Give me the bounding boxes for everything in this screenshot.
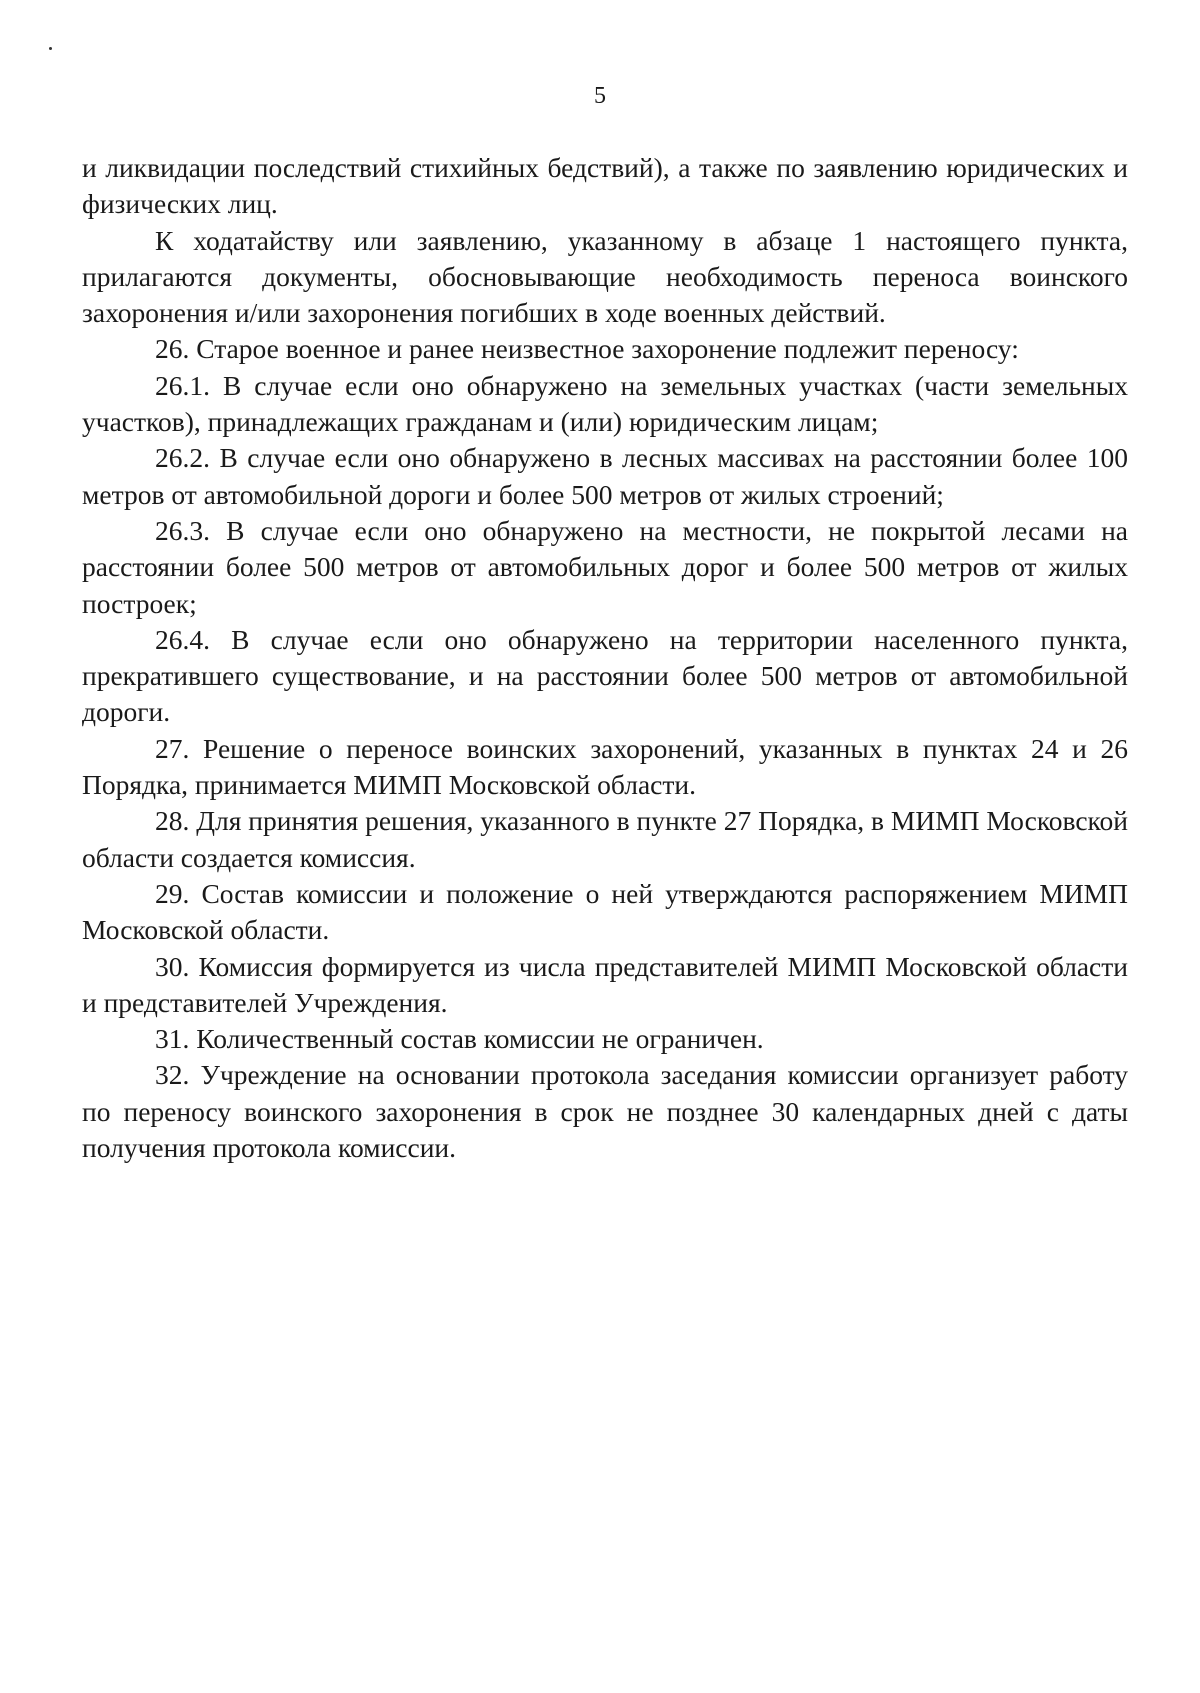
paragraph-continuation: и ликвидации последствий стихийных бедствий), а также по заявлению юридических и физических лиц.: [82, 152, 1128, 220]
paragraph-30: 30. Комиссия формируется из числа представителей МИМП Московской области и представителей Учреждения.: [82, 950, 1128, 1018]
paragraph-27: 27. Решение о переносе воинских захоронений, указанных в пунктах 24 и 26 Порядка, принимается МИМП Московской области.: [82, 732, 1128, 801]
paragraph-26: 26. Старое военное и ранее неизвестное захоронение подлежит переносу:: [155, 333, 1019, 365]
paragraph-petition-documents: К ходатайству или заявлению, указанному в абзаце 1 настоящего пункта, прилагаются документы, обосновывающие необходимость переноса воинского захоронения и/или захоронения погибших в ходе военных действий.: [82, 224, 1128, 329]
paragraph-28: 28. Для принятия решения, указанного в пункте 27 Порядка, в МИМП Московской области создается комиссия.: [82, 805, 1128, 873]
paragraph-29: 29. Состав комиссии и положение о ней утверждаются распоряжением МИМП Московской области.: [82, 877, 1128, 946]
paragraph-32: 32. Учреждение на основании протокола заседания комиссии организует работу по переносу воинского захоронения в срок не позднее 30 календарных дней с даты получения протокола комиссии.: [82, 1059, 1128, 1164]
paragraph-26-4: 26.4. В случае если оно обнаружено на территории населенного пункта, прекратившего существование, и на расстоянии более 500 метров от автомобильной дороги.: [82, 623, 1128, 728]
document-body: [82, 150, 1128, 1166]
paragraph-31: 31. Количественный состав комиссии не ограничен.: [155, 1023, 764, 1055]
paragraph-26-3: 26.3. В случае если оно обнаружено на местности, не покрытой лесами на расстоянии более 500 метров от автомобильных дорог и более 500 метров от жилых построек;: [82, 514, 1128, 619]
page-number: 5: [594, 83, 606, 109]
scan-speck: [49, 47, 52, 50]
paragraph-26-1: 26.1. В случае если оно обнаружено на земельных участках (части земельных участков), принадлежащих гражданам и (или) юридическим лицам;: [82, 369, 1128, 438]
paragraph-26-2: 26.2. В случае если оно обнаружено в лесных массивах на расстоянии более 100 метров от автомобильной дороги и более 500 метров от жилых строений;: [82, 442, 1128, 510]
